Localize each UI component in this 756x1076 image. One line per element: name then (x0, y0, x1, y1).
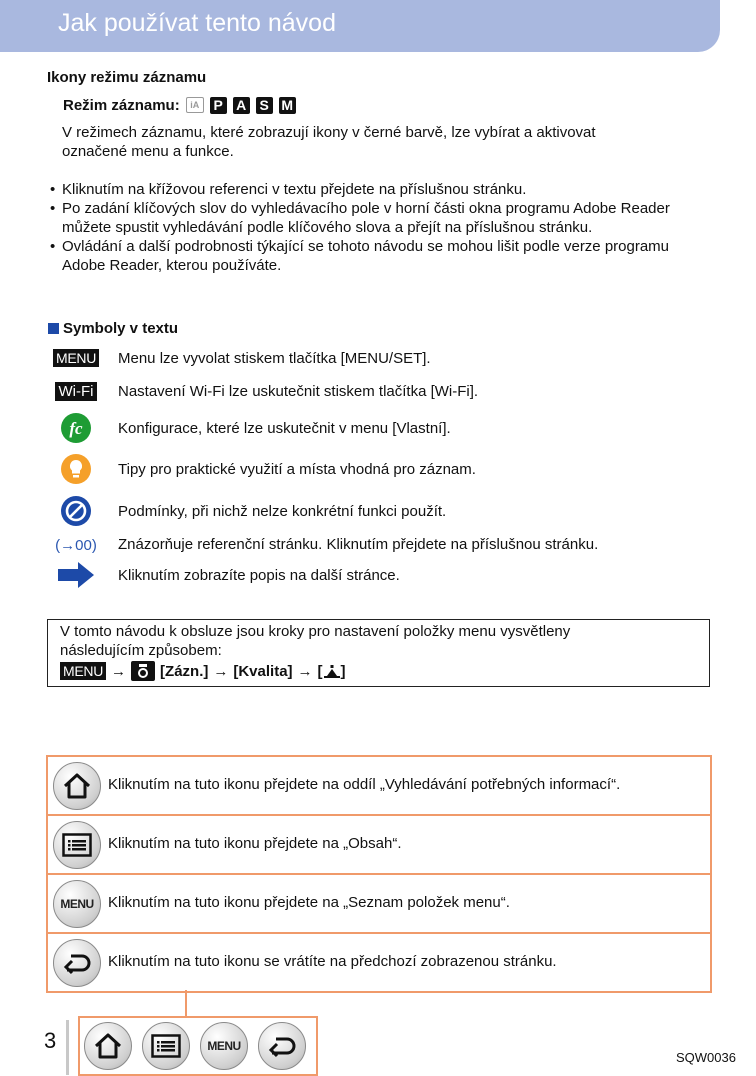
recording-mode-icons-heading: Ikony režimu záznamu (47, 69, 207, 86)
recording-mode-row (63, 94, 296, 116)
contents-button[interactable] (53, 821, 101, 869)
menu-procedure-box (47, 619, 710, 687)
list-item: • Po zadání klíčových slov do vyhledávacího pole v horní části okna programu Adobe Reader můžete spustit vyhledávání podle klíčového slova a přejít na příslušnou stránku. (48, 199, 708, 237)
procedure-path (60, 661, 346, 681)
symbols-heading-label: Symboly v textu (63, 320, 179, 337)
mode-m-icon: M (279, 97, 296, 114)
nav-legend-back (46, 932, 712, 993)
nav-description: Kliknutím na tuto ikonu přejdete na „Seznam položek menu“. (108, 894, 510, 911)
next-page-arrow-icon (52, 561, 100, 589)
symbol-description: Znázorňuje referenční stránku. Kliknutím přejdete na příslušnou stránku. (118, 536, 599, 553)
nav-description: Kliknutím na tuto ikonu přejdete na „Obsah“. (108, 835, 402, 852)
paragraph-line: označené menu a funkce. (62, 143, 234, 160)
recording-mode-label: Režim záznamu: (63, 96, 180, 114)
bottom-nav-bar (78, 1016, 318, 1076)
nav-description: Kliknutím na tuto ikonu se vrátíte na předchozí zobrazenou stránku. (108, 953, 557, 970)
back-icon (62, 951, 92, 975)
contents-icon (62, 833, 92, 857)
back-icon (267, 1034, 297, 1058)
paragraph-line: V režimech záznamu, které zobrazují ikony v černé barvě, lze vybírat a aktivovat (62, 124, 596, 141)
symbol-description: Nastavení Wi-Fi lze uskutečnit stiskem tlačítka [Wi-Fi]. (118, 383, 479, 400)
svg-text:fc: fc (69, 419, 83, 438)
footer-contents-button[interactable] (142, 1022, 190, 1070)
mode-ia-icon: iA (186, 97, 204, 113)
symbol-description: Konfigurace, které lze uskutečnit v menu [Vlastní]. (118, 420, 451, 437)
menu-badge-label: MENU (53, 349, 99, 367)
home-icon (62, 772, 92, 800)
procedure-line: následujícím způsobem: (60, 642, 222, 659)
menu-list-button[interactable] (53, 880, 101, 928)
list-item: • Kliknutím na křížovou referenci v textu přejdete na příslušnou stránku. (48, 180, 708, 199)
mode-p-icon: P (210, 97, 227, 114)
recording-mode-paragraph (62, 123, 596, 161)
reference-label: (→00) (55, 536, 97, 554)
wifi-badge-icon (52, 380, 100, 402)
step-quality: [Kvalita] (233, 662, 293, 680)
nav-legend-contents (46, 814, 712, 874)
mode-s-icon: S (256, 97, 273, 114)
footer-back-button[interactable] (258, 1022, 306, 1070)
reference-page-icon (52, 535, 100, 555)
procedure-line: V tomto návodu k obsluze jsou kroky pro nastavení položky menu vysvětleny (60, 623, 571, 640)
footer-divider (66, 1020, 69, 1075)
footer-home-button[interactable] (84, 1022, 132, 1070)
page-number: 3 (44, 1028, 57, 1053)
arrow: → (213, 662, 229, 680)
arrow: → (297, 662, 313, 680)
menu-badge-icon: MENU (60, 662, 106, 680)
tip-lightbulb-icon (52, 453, 100, 485)
nav-description: Kliknutím na tuto ikonu přejdete na oddíl „Vyhledávání potřebných informací“. (108, 776, 621, 793)
menu-badge-icon (52, 347, 100, 369)
back-button[interactable] (53, 939, 101, 987)
page-title: Jak používat tento návod (58, 9, 336, 37)
footer-menu-button[interactable] (200, 1022, 248, 1070)
step-quality-setting (318, 663, 346, 680)
quality-icon (323, 664, 341, 678)
custom-menu-icon (52, 412, 100, 444)
mode-a-icon: A (233, 97, 250, 114)
nav-legend-menu (46, 873, 712, 933)
home-icon (93, 1032, 123, 1060)
symbol-description: Menu lze vyvolat stiskem tlačítka [MENU/SET]. (118, 350, 431, 367)
contents-icon (151, 1034, 181, 1058)
bracket-open: [ (317, 662, 323, 680)
wifi-badge-label: Wi-Fi (55, 382, 98, 401)
arrow: → (111, 662, 127, 680)
step-record: [Zázn.] (160, 662, 209, 680)
home-button[interactable] (53, 762, 101, 810)
camera-icon (131, 661, 155, 681)
bracket-close: ] (340, 662, 346, 680)
procedure-intro (60, 622, 570, 660)
menu-icon: MENU (60, 897, 94, 911)
connector-line (185, 990, 187, 1017)
unavailable-icon (52, 495, 100, 527)
document-code: SQW0036 (676, 1050, 736, 1065)
list-item: • Ovládání a další podrobnosti týkající se tohoto návodu se mohou lišit podle verze programu Adobe Reader, kterou používáte. (48, 237, 708, 275)
symbol-description: Tipy pro praktické využití a místa vhodná pro záznam. (118, 461, 476, 478)
square-bullet-icon (48, 323, 59, 334)
symbol-description: Kliknutím zobrazíte popis na další stránce. (118, 567, 400, 584)
symbols-heading (48, 320, 178, 337)
symbol-description: Podmínky, při nichž nelze konkrétní funkci použít. (118, 503, 447, 520)
nav-legend-home (46, 755, 712, 815)
usage-notes-list (48, 180, 708, 275)
menu-icon: MENU (207, 1039, 241, 1053)
